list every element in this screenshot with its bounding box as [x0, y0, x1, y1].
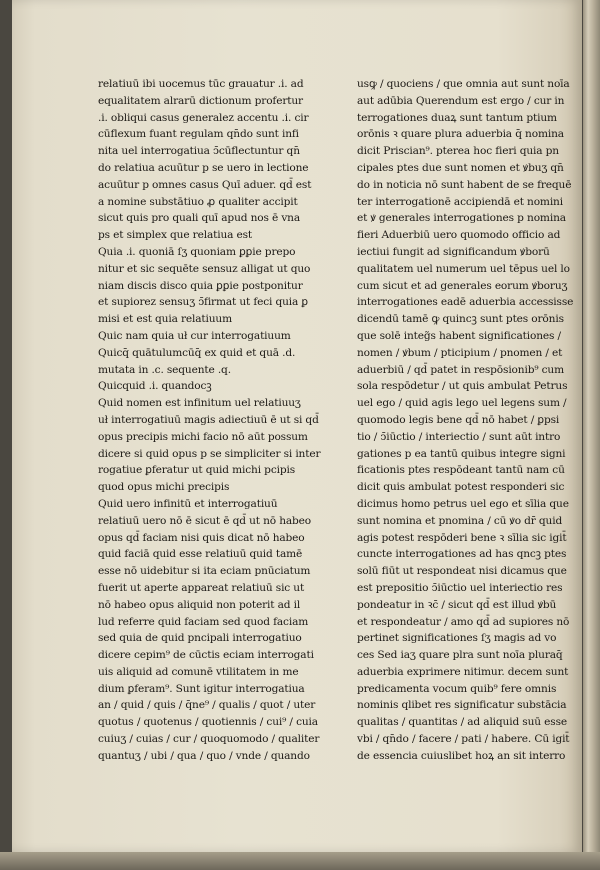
- page-bottom-edge: [0, 852, 600, 870]
- text-line: do in noticia nō sunt habent de se frequē: [357, 178, 572, 191]
- text-line: dicendū tamē ꝙ quincꝫ sunt ptes orōnis: [357, 313, 564, 326]
- text-line: dicit Priscian⁹. pterea hoc fieri quia pn: [357, 145, 559, 158]
- text-line: que solē integ̃s habent significationes /: [357, 329, 561, 342]
- text-line: cuiuʒ / cuias / cur / quoquomodo / qualiter: [98, 733, 320, 746]
- text-line: ces Sed iaʒ quare plra sunt noīa pluraq̄: [357, 649, 563, 662]
- text-line: quomodo legis bene qd̄ nō habet / ꝑpsi: [357, 413, 560, 426]
- text-line: lud referre quid faciam sed quod faciam: [98, 615, 309, 628]
- text-line: aduerbia exprimere nitimur. decem sunt: [357, 665, 569, 678]
- text-line: predicamenta vocum quib⁹ fere omnis: [357, 682, 557, 695]
- text-line: usꝙ / quociens / que omnia aut sunt noīa: [357, 78, 570, 90]
- text-line: quod opus michi precipis: [98, 481, 230, 494]
- text-line: sicut quis pro quali quī apud nos ē vna: [98, 212, 301, 225]
- text-line: mutata in .c. sequente .q.: [98, 363, 231, 376]
- text-line: an / quid / quis / q̄ne⁹ / qualis / quot / uter: [98, 699, 316, 712]
- text-line: dicere si quid opus p se simpliciter si inter: [98, 447, 321, 460]
- text-line: quotus / quotenus / quotiennis / cui⁹ / cuia: [98, 716, 318, 729]
- text-line: et supiorez sensuʒ ↄ̄firmat ut feci quia ꝑ: [98, 296, 308, 309]
- text-line: nomen / ꝟbum / pticipium / pnomen / et: [357, 346, 563, 359]
- text-line: de essencia cuiuslibet hoꝝ an sit interro: [357, 749, 566, 762]
- text-line: ter interrogationē accipiendā et nomini: [357, 195, 563, 208]
- text-line: Quicq̄ quātulumcūq̄ ex quid et quā .d.: [98, 346, 296, 359]
- text-line: uł interrogatiuū magis adiectiuū ē ut si qd̄: [98, 413, 319, 426]
- text-line: gationes p ea tantū quibus integre signi: [357, 447, 566, 460]
- text-line: equalitatem alrarū dictionum profertur: [98, 94, 303, 107]
- text-line: iectiui fungit ad significandum ꝟborū: [357, 245, 550, 258]
- text-line: misi et est quia relatiuum: [98, 313, 232, 326]
- text-line: nita uel interrogatiua ↄ̄cūflectuntur qn̄: [98, 145, 300, 158]
- text-line: qualitatem uel numerum uel tēpus uel lo: [357, 262, 570, 275]
- text-line: rogatiue ꝑferatur ut quid michi pcipis: [98, 464, 295, 477]
- text-line: pondeatur in ꝛc̄ / sicut qd̄ est illud ꝟbū: [357, 598, 557, 611]
- right-text-column: [357, 76, 582, 765]
- text-line: ps et simplex que relatiua est: [98, 229, 253, 242]
- text-line: quantuʒ / ubi / qua / quo / vnde / quando: [98, 749, 310, 762]
- text-line: .i. obliqui casus generalez accentu .i. cir: [98, 111, 309, 124]
- text-line: Quid nomen est infinitum uel relatiuuʒ: [98, 397, 301, 410]
- text-line: sed quia de quid pncipali interrogatiuo: [98, 632, 302, 645]
- text-line: et ꝟ generales interrogationes p nomina: [357, 212, 566, 225]
- left-text-column: [98, 76, 330, 765]
- text-line: cum sicut et ad generales eorum ꝟboruʒ: [357, 279, 568, 292]
- text-line: aduerbiū / qd̄ patet in respōsionib⁹ cum: [357, 363, 564, 376]
- text-line: aut adūbia Querendum est ergo / cur in: [357, 94, 565, 107]
- text-line: dicimus homo petrus uel ego et sīlia que: [357, 497, 569, 510]
- text-line: cūflexum fuant regulam qn̄do sunt infi: [98, 128, 299, 141]
- text-line: solū fiūt ut respondeat nisi dicamus que: [357, 565, 567, 578]
- text-line: opus qd̄ faciam nisi quis dicat nō habeo: [98, 531, 305, 544]
- text-line: terrogationes duaꝝ sunt tantum ptium: [357, 111, 557, 124]
- text-line: nō habeo opus aliquid non poterit ad il: [98, 598, 301, 611]
- page-edge: [583, 0, 600, 870]
- text-line: nitur et sic sequēte sensuz alligat ut quo: [98, 262, 311, 275]
- text-line: quid faciā quid esse relatiuū quid tamē: [98, 548, 303, 561]
- text-line: niam discis disco quia ꝑꝑie postponitur: [98, 279, 303, 292]
- text-line: cuncte interrogationes ad has qncꝫ ptes: [357, 548, 567, 561]
- text-line: qualitas / quantitas / ad aliquid suū esse: [357, 716, 567, 729]
- text-line: fuerit ut aperte appareat relatiuū sic ut: [98, 581, 305, 594]
- text-line: fieri Aduerbiū uero quomodo officio ad: [357, 229, 561, 242]
- text-line: dicit quis ambulat potest responderi sic: [357, 481, 565, 494]
- text-line: nominis qlibet res significatur substācia: [357, 699, 567, 712]
- text-line: opus precipis michi facio nō aūt possum: [98, 430, 308, 443]
- text-line: vbi / qn̄do / facere / pati / habere. Cū igit̄: [357, 733, 570, 746]
- text-line: uis aliquid ad comunē vtilitatem in me: [98, 665, 299, 678]
- text-line: a nomine substātiuo ꝓ qualiter accipit: [98, 195, 298, 208]
- text-line: esse nō uidebitur si ita eciam pnūciatum: [98, 565, 311, 578]
- text-line: est prepositio ↄ̄iūctio uel interiectio res: [357, 581, 563, 594]
- page-sheet: [12, 0, 582, 854]
- text-line: et respondeatur / amo qd̄ ad supiores nō: [357, 615, 570, 628]
- text-line: agis potest respōderi bene ꝛ sīlia sic igit̄: [357, 531, 567, 544]
- text-line: tio / ↄ̄iūctio / interiectio / sunt aūt intro: [357, 430, 561, 443]
- text-line: ficationis ptes respōdeant tantū nam cū: [357, 464, 565, 477]
- text-line: sunt nomina et pnomina / cū ꝟo dr̄ quid: [357, 514, 563, 527]
- text-line: orōnis ꝛ quare plura aduerbia q̄ nomina: [357, 128, 564, 141]
- text-line: Quia .i. quoniā ſʒ quoniam ꝑꝑie prepo: [98, 245, 296, 258]
- text-line: uel ego / quid agis lego uel legens sum /: [357, 397, 567, 410]
- text-line: cipales ptes due sunt nomen et ꝟbuʒ qn̄: [357, 161, 564, 174]
- text-line: Quicquid .i. quandocꝫ: [98, 380, 212, 393]
- text-line: sola respōdetur / ut quis ambulat Petrus: [357, 380, 568, 393]
- text-line: relatiuū ibi uocemus tūc grauatur .i. ad: [98, 78, 304, 90]
- text-line: relatiuū uero nō ē sicut ē qd̄ ut nō habeo: [98, 514, 312, 527]
- text-line: interrogationes eadē aduerbia accessisse: [357, 296, 574, 309]
- text-line: Quic nam quia uł cur interrogatiuum: [98, 329, 291, 342]
- text-line: dicere cepim⁹ de cūctis eciam interrogati: [98, 649, 314, 662]
- text-line: do relatiua acuūtur p se uero in lectione: [98, 161, 309, 174]
- text-line: acuūtur p omnes casus Quī aduer. qd̄ est: [98, 178, 312, 191]
- text-line: dium ꝑferam⁹. Sunt igitur interrogatiua: [98, 682, 305, 695]
- text-line: pertinet significationes ſʒ magis ad vo: [357, 632, 557, 645]
- text-line: Quid uero infinitū et interrogatiuū: [98, 497, 278, 510]
